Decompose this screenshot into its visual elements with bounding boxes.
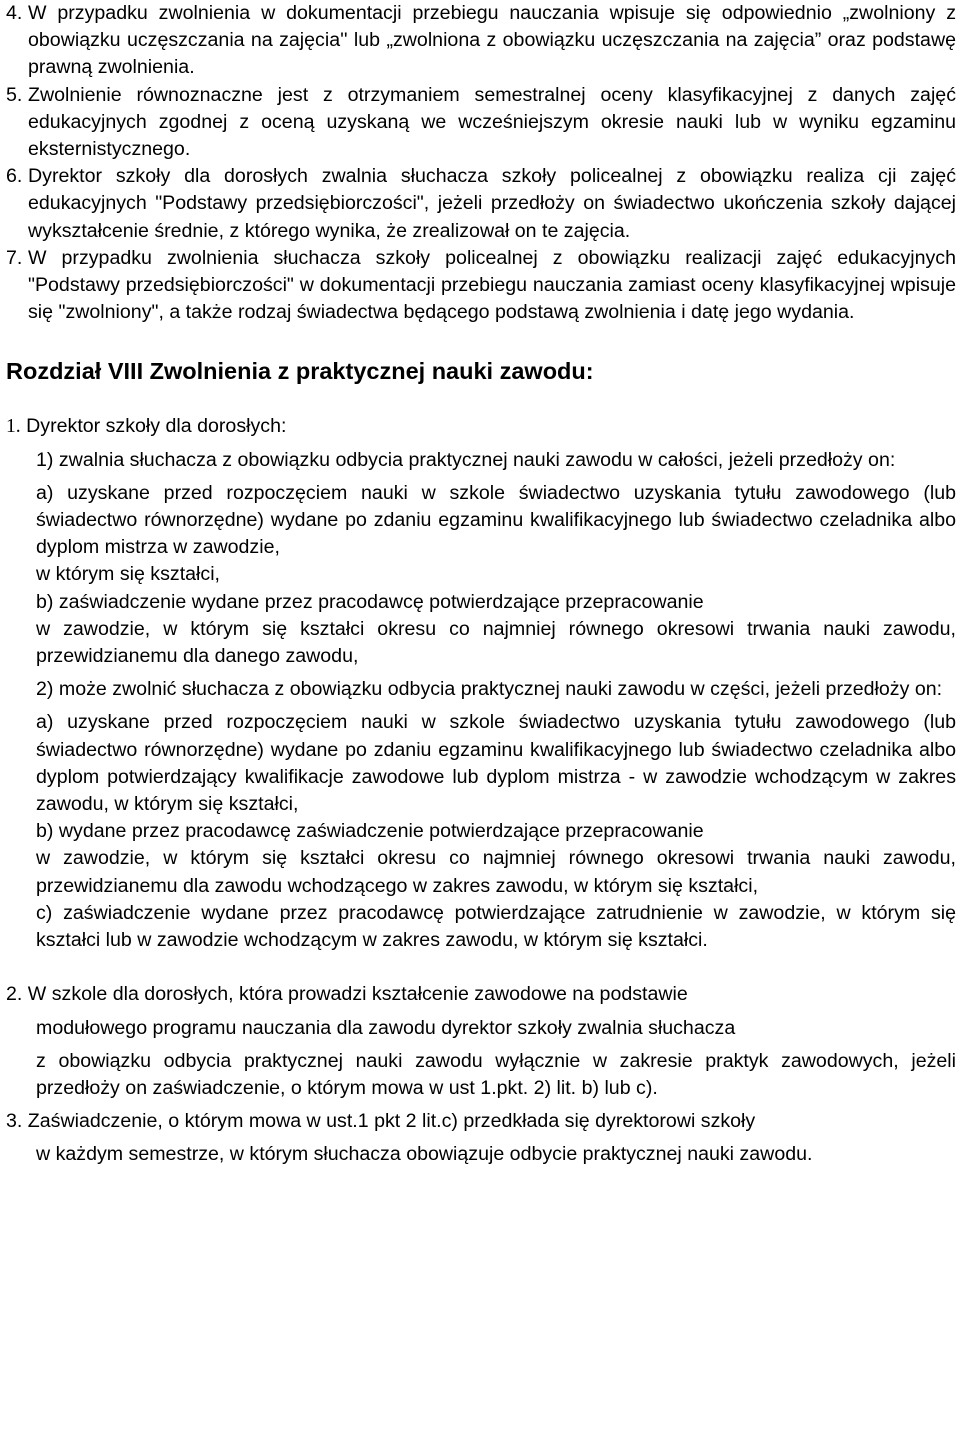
item-2: 2) może zwolnić słuchacza z obowiązku odbycia praktycznej nauki zawodu w części, jeżeli przedłoży on: bbox=[36, 678, 943, 701]
paragraph-number: 7. bbox=[6, 246, 23, 269]
section-2-line3: z obowiązku odbycia praktycznej nauki zawodu wyłącznie w zakresie praktyk zawodowych, jeżeli przedłoży on zaświadczenie, o którym mowa w ust 1.pkt. 2) lit. b) lub c). bbox=[36, 1049, 956, 1099]
item-1b-cont: w zawodzie, w którym się kształci okresu co najmniej równego okresowi trwania nauki zawodu, przewidzianemu dla danego zawodu, bbox=[36, 617, 956, 668]
item-1: 1) zwalnia słuchacza z obowiązku odbycia praktycznej nauki zawodu w całości, jeżeli przedłoży on: bbox=[36, 448, 896, 471]
paragraph-5 bbox=[6, 82, 956, 164]
item-1a: a) uzyskane przed rozpoczęciem nauki w szkole świadectwo uzyskania tytułu zawodowego (lub świadectwo równorzędne) wydane po zdaniu egzaminu kwalifikacyjnego lub świadectwo czeladnika albo dyplom mistrza w zawodzie, bbox=[36, 481, 956, 559]
paragraph-number: 6. bbox=[6, 165, 23, 188]
paragraph-number: 4. bbox=[6, 2, 23, 24]
item-2b-cont: w zawodzie, w którym się kształci okresu co najmniej równego okresowi trwania nauki zawodu, przewidzianemu dla zawodu wchodzącego w zakres zawodu, w którym się kształci, bbox=[36, 847, 956, 897]
paragraph-7 bbox=[6, 245, 956, 327]
item-2c: c) zaświadczenie wydane przez pracodawcę potwierdzające zatrudnienie w zawodzie, w którym się kształci lub w zawodzie wchodzącym w zakres zawodu, w którym się kształci. bbox=[36, 901, 956, 952]
paragraph-4 bbox=[6, 0, 956, 82]
item-1a-tail: w którym się kształci, bbox=[36, 563, 220, 586]
section-2-line2: modułowego programu nauczania dla zawodu dyrektor szkoły zwalnia słuchacza bbox=[36, 1016, 736, 1039]
section-2-line1 bbox=[6, 981, 956, 1008]
section-text: Dyrektor szkoły dla dorosłych: bbox=[26, 415, 287, 438]
item-1b: b) zaświadczenie wydane przez pracodawcę potwierdzające przepracowanie bbox=[36, 590, 704, 613]
paragraph-text: Dyrektor szkoły dla dorosłych zwalnia słuchacza szkoły policealnej z obowiązku realiza cji zajęć edukacyjnych "Podstawy przedsiębiorczości", jeżeli przedłoży on świadectwo ukończenia szkoły dającej wykształcenie średnie, z którego wynika, że zrealizował on te zajęcia. bbox=[28, 165, 956, 242]
paragraph-text: W przypadku zwolnienia w dokumentacji przebiegu nauczania wpisuje się odpowiednio „zwolniony z obowiązku uczęszczania na zajęcia'' lub „zwolniona z obowiązku uczęszczania na zajęcia” oraz podstawę prawną zwolnienia. bbox=[28, 2, 956, 79]
item-2a: a) uzyskane przed rozpoczęciem nauki w szkole świadectwo uzyskania tytułu zawodowego (lub świadectwo równorzędne) wydane po zdaniu egzaminu kwalifikacyjnego lub świadectwo czeladnika albo dyplom potwierdzający kwalifikacje zawodowe lub dyplom mistrza - w zawodzie wchodzącym w zakres zawodu, w którym się kształci, bbox=[36, 711, 956, 816]
section-3-line1 bbox=[6, 1108, 956, 1135]
section-number: 2. bbox=[6, 983, 23, 1006]
paragraph-text: W przypadku zwolnienia słuchacza szkoły policealnej z obowiązku realizacji zajęć edukacyjnych "Podstawy przedsiębiorczości" w dokumentacji przebiegu nauczania zamiast oceny klasyfikacyjnej wpisuje się "zwolniony", a także rodzaj świadectwa będącego podstawą zwolnienia i datę jego wydania. bbox=[28, 246, 956, 324]
chapter-heading: Rozdział VIII Zwolnienia z praktycznej nauki zawodu: bbox=[6, 358, 594, 385]
paragraph-number: 5. bbox=[6, 83, 23, 106]
paragraph-6 bbox=[6, 163, 956, 245]
section-text: W szkole dla dorosłych, która prowadzi kształcenie zawodowe na podstawie bbox=[27, 983, 688, 1006]
section-number: 1. bbox=[6, 416, 21, 438]
section-3-line2: w każdym semestrze, w którym słuchacza obowiązuje odbycie praktycznej nauki zawodu. bbox=[36, 1143, 813, 1166]
paragraph-text: Zwolnienie równoznaczne jest z otrzymaniem semestralnej oceny klasyfikacyjnej z danych zajęć edukacyjnych zgodnej z oceną uzyskaną we wcześniejszym okresie nauki lub w wyniku egzaminu eksternistycznego. bbox=[28, 83, 956, 161]
section-number: 3. bbox=[6, 1110, 23, 1133]
section-text: Zaświadczenie, o którym mowa w ust.1 pkt 2 lit.c) przedkłada się dyrektorowi szkoły bbox=[27, 1110, 756, 1133]
item-2b: b) wydane przez pracodawcę zaświadczenie potwierdzające przepracowanie bbox=[36, 820, 704, 843]
section-1-intro bbox=[6, 413, 956, 440]
